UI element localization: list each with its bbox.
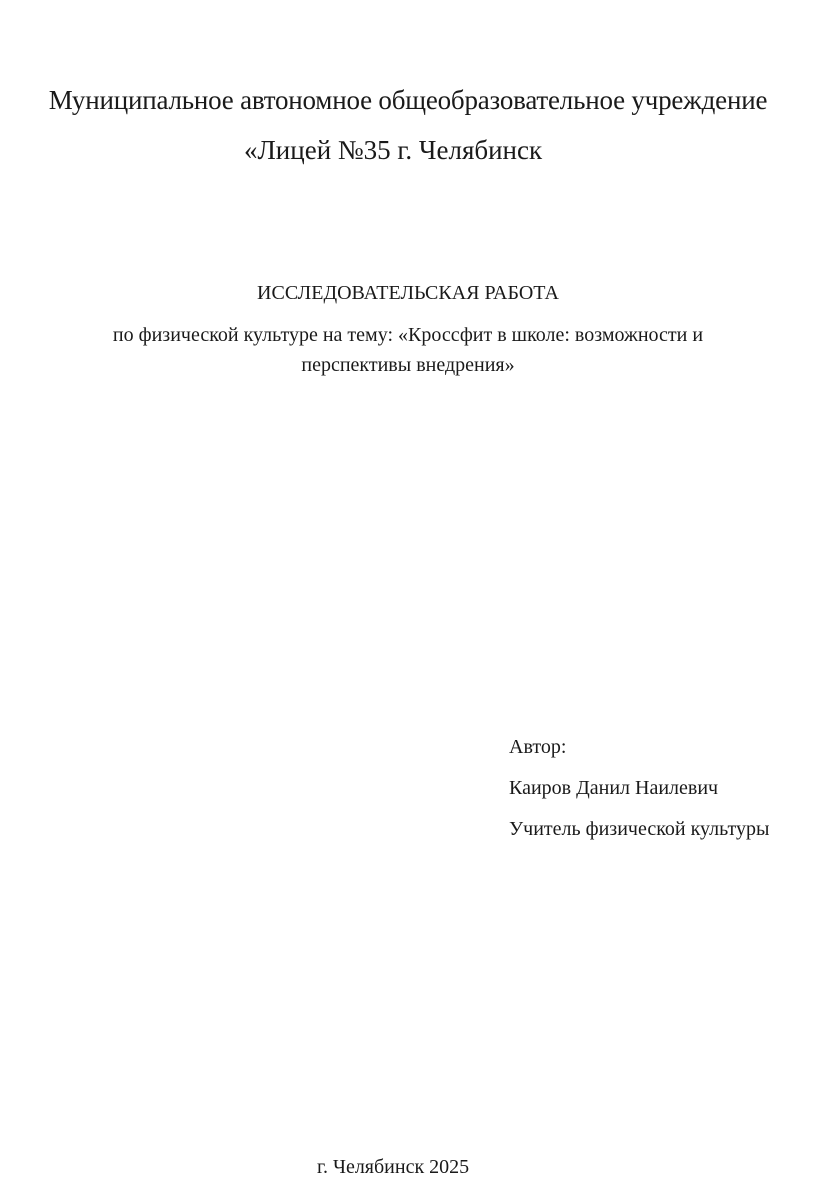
institution-name-line2: «Лицей №35 г. Челябинск [244, 135, 543, 165]
topic-line1: по физической культуре на тему: «Кроссфит в школе: возможности и [112, 324, 704, 346]
city-year: г. Челябинск 2025 [317, 1156, 470, 1178]
topic-line2: перспективы внедрения» [301, 354, 515, 376]
institution-name-line1: Муниципальное автономное общеобразовательное учреждение [48, 85, 768, 115]
author-name: Каиров Данил Наилевич [509, 777, 719, 799]
author-role: Учитель физической культуры [509, 818, 770, 840]
author-label: Автор: [509, 736, 567, 758]
work-type-heading: ИССЛЕДОВАТЕЛЬСКАЯ РАБОТА [257, 282, 559, 304]
